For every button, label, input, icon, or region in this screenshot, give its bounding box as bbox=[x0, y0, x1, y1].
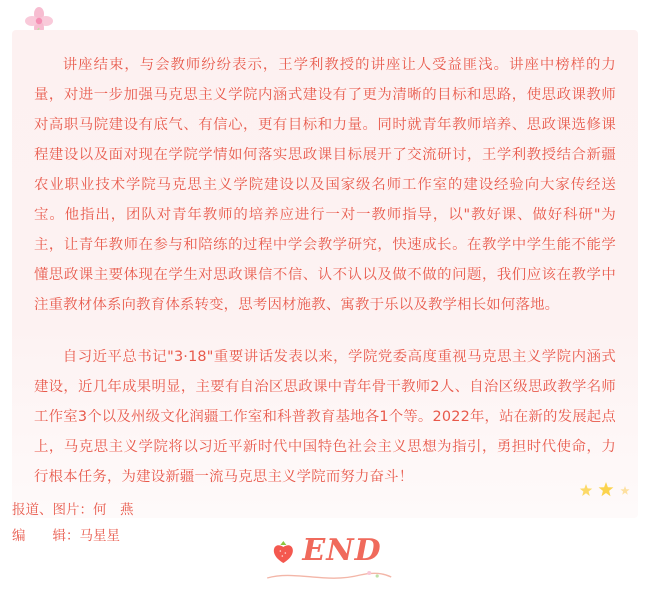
strawberry-icon bbox=[268, 536, 298, 566]
end-label: END bbox=[302, 533, 382, 568]
stars-decoration-icon bbox=[576, 480, 636, 502]
end-marker bbox=[0, 533, 650, 586]
paragraph-2: 自习近平总书记"3·18"重要讲话发表以来，学院党委高度重视马克思主义学院内涵式建设，近几年成果明显，主要有自治区思政课中青年骨干教师2人、自治区级思政教学名师工作室3个以及州级文化润疆工作室和科普教育基地各1个等。2022年，站在新的发展起点上，马克思主义学院将以习近平新时代中国特色社会主义思想为指引，勇担时代使命，力行根本任务，为建设新疆一流马克思主义学院而努力奋斗！ bbox=[34, 349, 616, 485]
credit-line-editor: 编 辑：马星星 bbox=[12, 528, 120, 544]
credit-line-reporter: 报道、图片：何 燕 bbox=[12, 502, 134, 518]
article-text-panel bbox=[12, 30, 638, 518]
paragraph-1: 讲座结束，与会教师纷纷表示，王学利教授的讲座让人受益匪浅。讲座中榜样的力量，对进一步加强马克思主义学院内涵式建设有了更为清晰的目标和思路，使思政课教师对高职马院建设有底气、有信心，更有目标和力量。同时就青年教师培养、思政课选修课程建设以及面对现在学院学情如何落实思政课目标展开了交流研讨，王学利教授结合新疆农业职业技术学院马克思主义学院建设以及国家级名师工作室的建设经验向大家传经送宝。他指出，团队对青年教师的培养应进行一对一教师指导，以"教好课、做好科研"为主，让青年教师在参与和陪练的过程中学会教学研究，快速成长。在教学中学生能不能学懂思政课主要体现在学生对思政课信不信、认不认以及做不做的问题，我们应该在教学中注重教材体系向教育体系转变，思考因材施教、寓教于乐以及教学相长如何落地。 bbox=[34, 57, 616, 313]
article-body bbox=[0, 30, 650, 518]
swoosh-decoration-icon bbox=[265, 568, 395, 588]
